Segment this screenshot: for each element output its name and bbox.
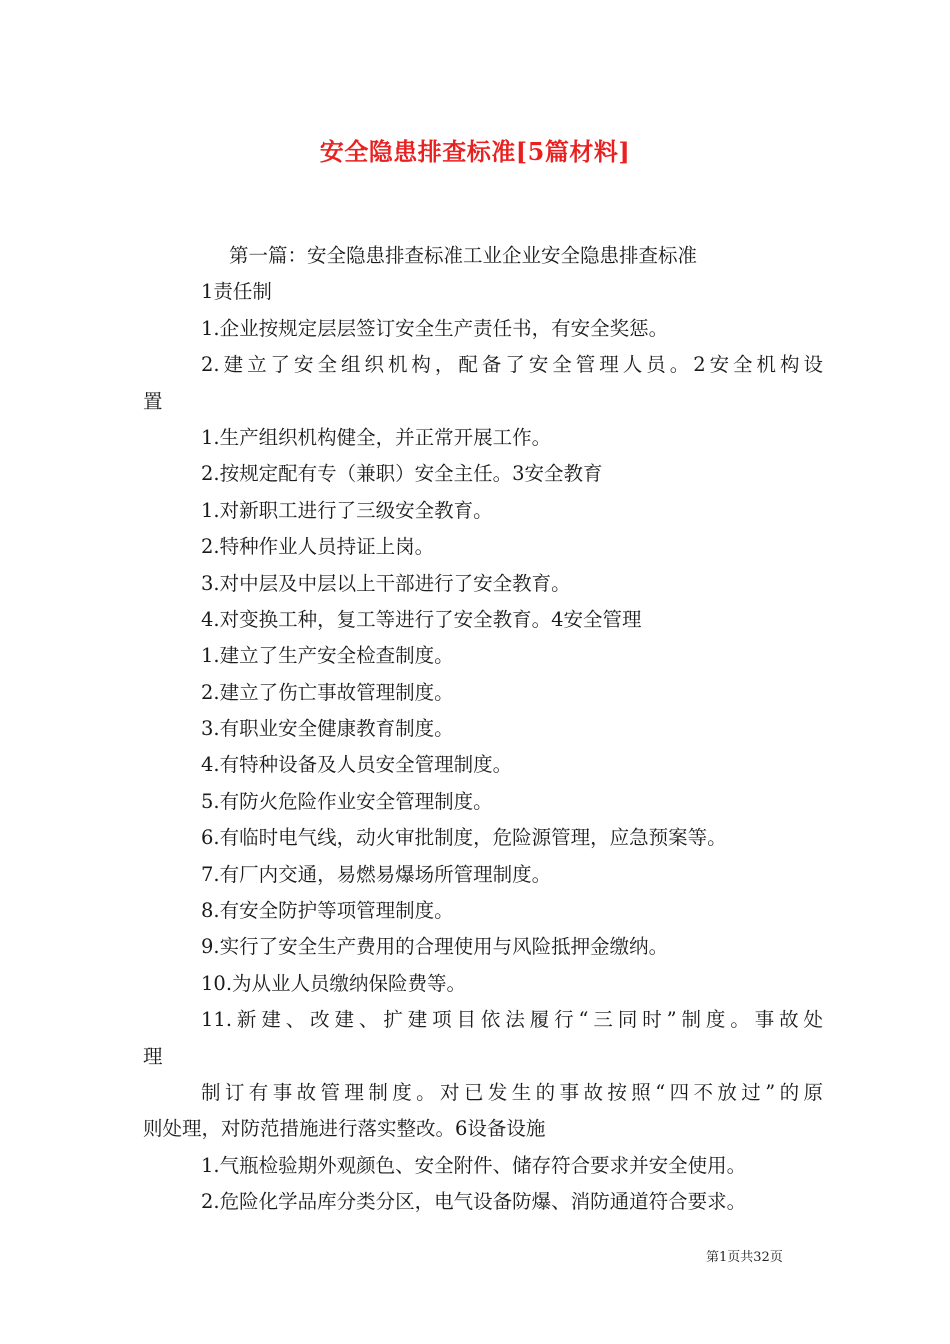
paragraph-line: 7.有厂内交通，易燃易爆场所管理制度。 [201, 862, 552, 886]
paragraph-line: 1.建立了生产安全检查制度。 [201, 644, 454, 668]
paragraph-line: 9.实行了安全生产费用的合理使用与风险抵押金缴纳。 [201, 935, 669, 959]
paragraph-line: 4.对变换工种，复工等进行了安全教育。4安全管理 [201, 607, 642, 631]
paragraph-line: 3.对中层及中层以上干部进行了安全教育。 [201, 571, 571, 595]
paragraph-line: 2.特种作业人员持证上岗。 [201, 535, 435, 559]
paragraph-line: 制订有事故管理制度。对已发生的事故按照“四不放过”的原 [201, 1080, 823, 1104]
paragraph-line: 11.新建、改建、扩建项目依法履行“三同时”制度。事故处 [201, 1008, 823, 1032]
paragraph-line: 2.建立了安全组织机构，配备了安全管理人员。2安全机构设 [201, 353, 823, 377]
paragraph-line: 置 [143, 389, 163, 413]
paragraph-line: 1.企业按规定层层签订安全生产责任书，有安全奖惩。 [201, 316, 669, 340]
paragraph-line: 10.为从业人员缴纳保险费等。 [201, 971, 467, 995]
paragraph-line: 2.危险化学品库分类分区，电气设备防爆、消防通道符合要求。 [201, 1190, 747, 1214]
paragraph-line: 6.有临时电气线，动火审批制度，危险源管理，应急预案等。 [201, 826, 727, 850]
section-heading: 第一篇：安全隐患排查标准工业企业安全隐患排查标准 [229, 244, 698, 267]
paragraph-line: 8.有安全防护等项管理制度。 [201, 899, 454, 923]
paragraph-line: 2.建立了伤亡事故管理制度。 [201, 680, 454, 704]
paragraph-line: 2.按规定配有专（兼职）安全主任。3安全教育 [201, 462, 603, 486]
subsection-heading: 1责任制 [201, 280, 272, 304]
paragraph-line: 1.对新职工进行了三级安全教育。 [201, 498, 493, 522]
document-body [143, 238, 823, 1221]
paragraph-line: 1.生产组织机构健全，并正常开展工作。 [201, 425, 552, 449]
paragraph-line: 5.有防火危险作业安全管理制度。 [201, 789, 493, 813]
page-footer: 第1页共32页 [706, 1250, 783, 1265]
paragraph-line: 则处理，对防范措施进行落实整改。6设备设施 [143, 1117, 546, 1141]
paragraph-line: 理 [143, 1044, 163, 1068]
document-title: 安全隐患排查标准[5篇材料] [319, 137, 631, 166]
paragraph-line: 3.有职业安全健康教育制度。 [201, 717, 454, 741]
paragraph-line: 4.有特种设备及人员安全管理制度。 [201, 753, 513, 777]
paragraph-line: 1.气瓶检验期外观颜色、安全附件、储存符合要求并安全使用。 [201, 1153, 747, 1177]
